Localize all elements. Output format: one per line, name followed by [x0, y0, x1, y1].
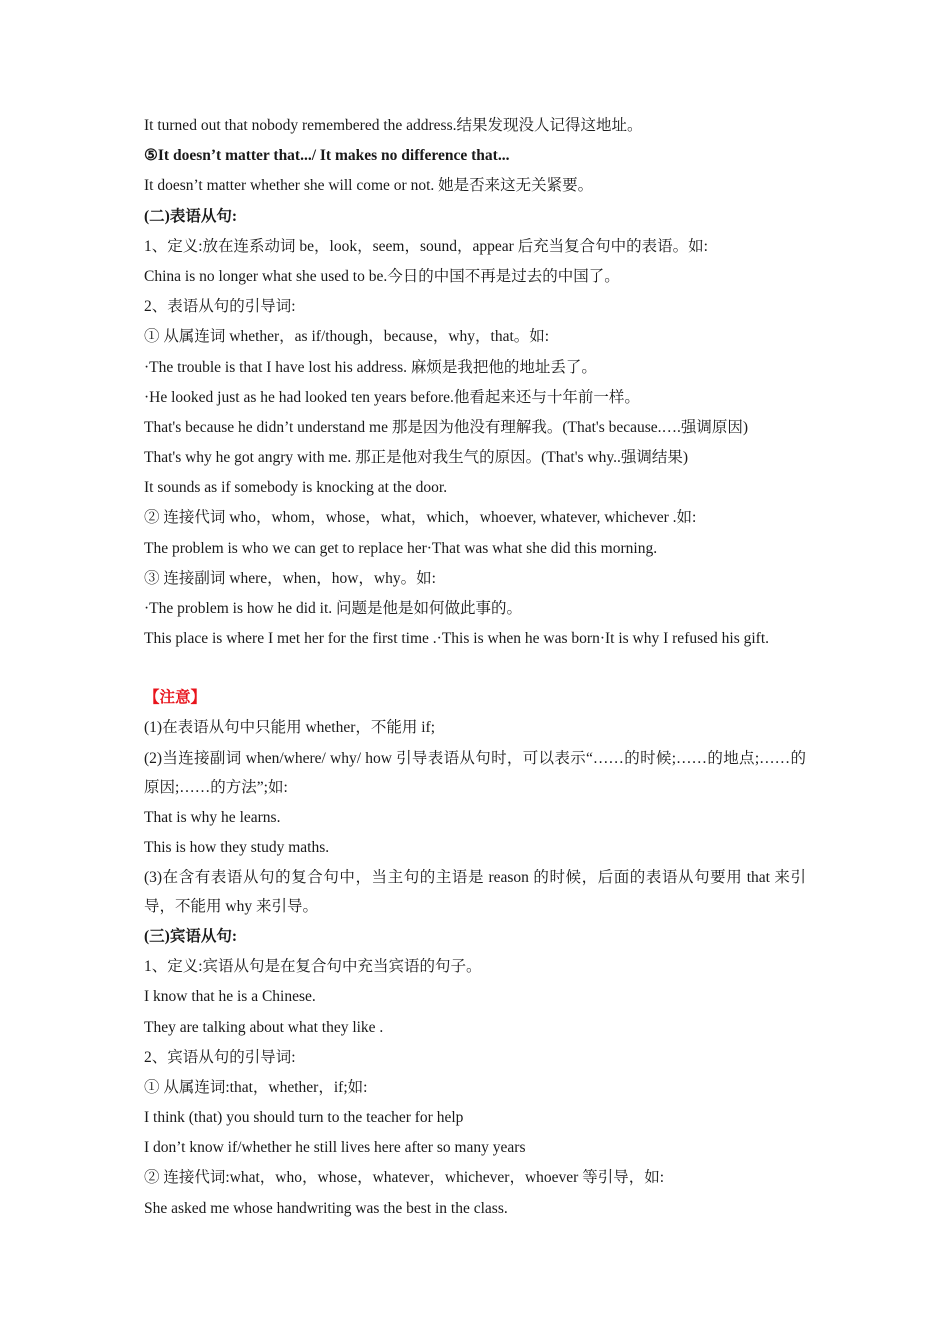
text-line: 2、宾语从句的引导词:	[144, 1048, 296, 1066]
text-line: It turned out that nobody remembered the address.结果发现没人记得这地址。	[144, 117, 643, 134]
text-line: This is how they study maths.	[144, 838, 330, 856]
text-line: 1、定义:宾语从句是在复合句中充当宾语的句子。	[144, 958, 482, 976]
text-line: (1)在表语从句中只能用 whether，不能用 if;	[144, 719, 436, 737]
text-line: They are talking about what they like .	[144, 1018, 384, 1036]
text-line: ·The trouble is that I have lost his address. 麻烦是我把他的地址丢了。	[144, 358, 597, 376]
text-paragraph: This place is where I met her for the first time .·This is when he was born·It is why I refused his gift.	[144, 630, 770, 648]
rule-heading: ⑤It doesn’t matter that.../ It makes no difference that...	[144, 147, 510, 165]
text-line: I think (that) you should turn to the teacher for help	[144, 1109, 464, 1127]
text-line: That's because he didn’t understand me 那是因为他没有理解我。(That's because.….强调原因)	[144, 418, 749, 436]
section-heading-predicative-clause: (二)表语从句:	[144, 207, 237, 225]
text-line: That is why he learns.	[144, 808, 281, 826]
text-line: I know that he is a Chinese.	[144, 988, 316, 1006]
text-line: She asked me whose handwriting was the best in the class.	[144, 1199, 508, 1217]
text-line: ② 连接代词 who，whom，whose，what，which，whoever, whatever, whichever .如:	[144, 509, 697, 527]
text-line: ① 从属连词 whether，as if/though，because，why，that。如:	[144, 328, 550, 346]
text-line: ① 从属连词:that，whether，if;如:	[144, 1078, 368, 1096]
document-body	[144, 111, 806, 1224]
text-line: ·He looked just as he had looked ten years before.他看起来还与十年前一样。	[144, 388, 640, 406]
text-line: It sounds as if somebody is knocking at the door.	[144, 479, 448, 497]
section-heading-object-clause: (三)宾语从句:	[144, 927, 237, 945]
text-line: ③ 连接副词 where，when，how，why。如:	[144, 569, 436, 587]
text-line: 2、表语从句的引导词:	[144, 298, 296, 316]
text-line: ·The problem is how he did it. 问题是他是如何做此事的。	[144, 600, 522, 617]
text-line: ② 连接代词:what，who，whose，whatever，whichever，whoever 等引导，如:	[144, 1169, 665, 1187]
text-line: 1、定义:放在连系动词 be，look，seem，sound，appear 后充当复合句中的表语。如:	[144, 237, 708, 255]
text-line: That's why he got angry with me. 那正是他对我生气的原因。(That's why..强调结果)	[144, 449, 689, 467]
text-paragraph: (3)在含有表语从句的复合句中，当主句的主语是 reason 的时候，后面的表语从句要用 that 来引导，不能用 why 来引导。	[144, 868, 806, 916]
text-line: I don’t know if/whether he still lives here after so many years	[144, 1139, 526, 1157]
text-line: The problem is who we can get to replace her·That was what she did this morning.	[144, 539, 658, 557]
note-heading: 【注意】	[144, 689, 207, 707]
text-line: It doesn’t matter whether she will come or not. 她是否来这无关紧要。	[144, 177, 594, 195]
text-paragraph: (2)当连接副词 when/where/ why/ how 引导表语从句时，可以表示“……的时候;……的地点;……的原因;……的方法”;如:	[144, 749, 806, 797]
text-line: China is no longer what she used to be.今日的中国不再是过去的中国了。	[144, 267, 620, 285]
